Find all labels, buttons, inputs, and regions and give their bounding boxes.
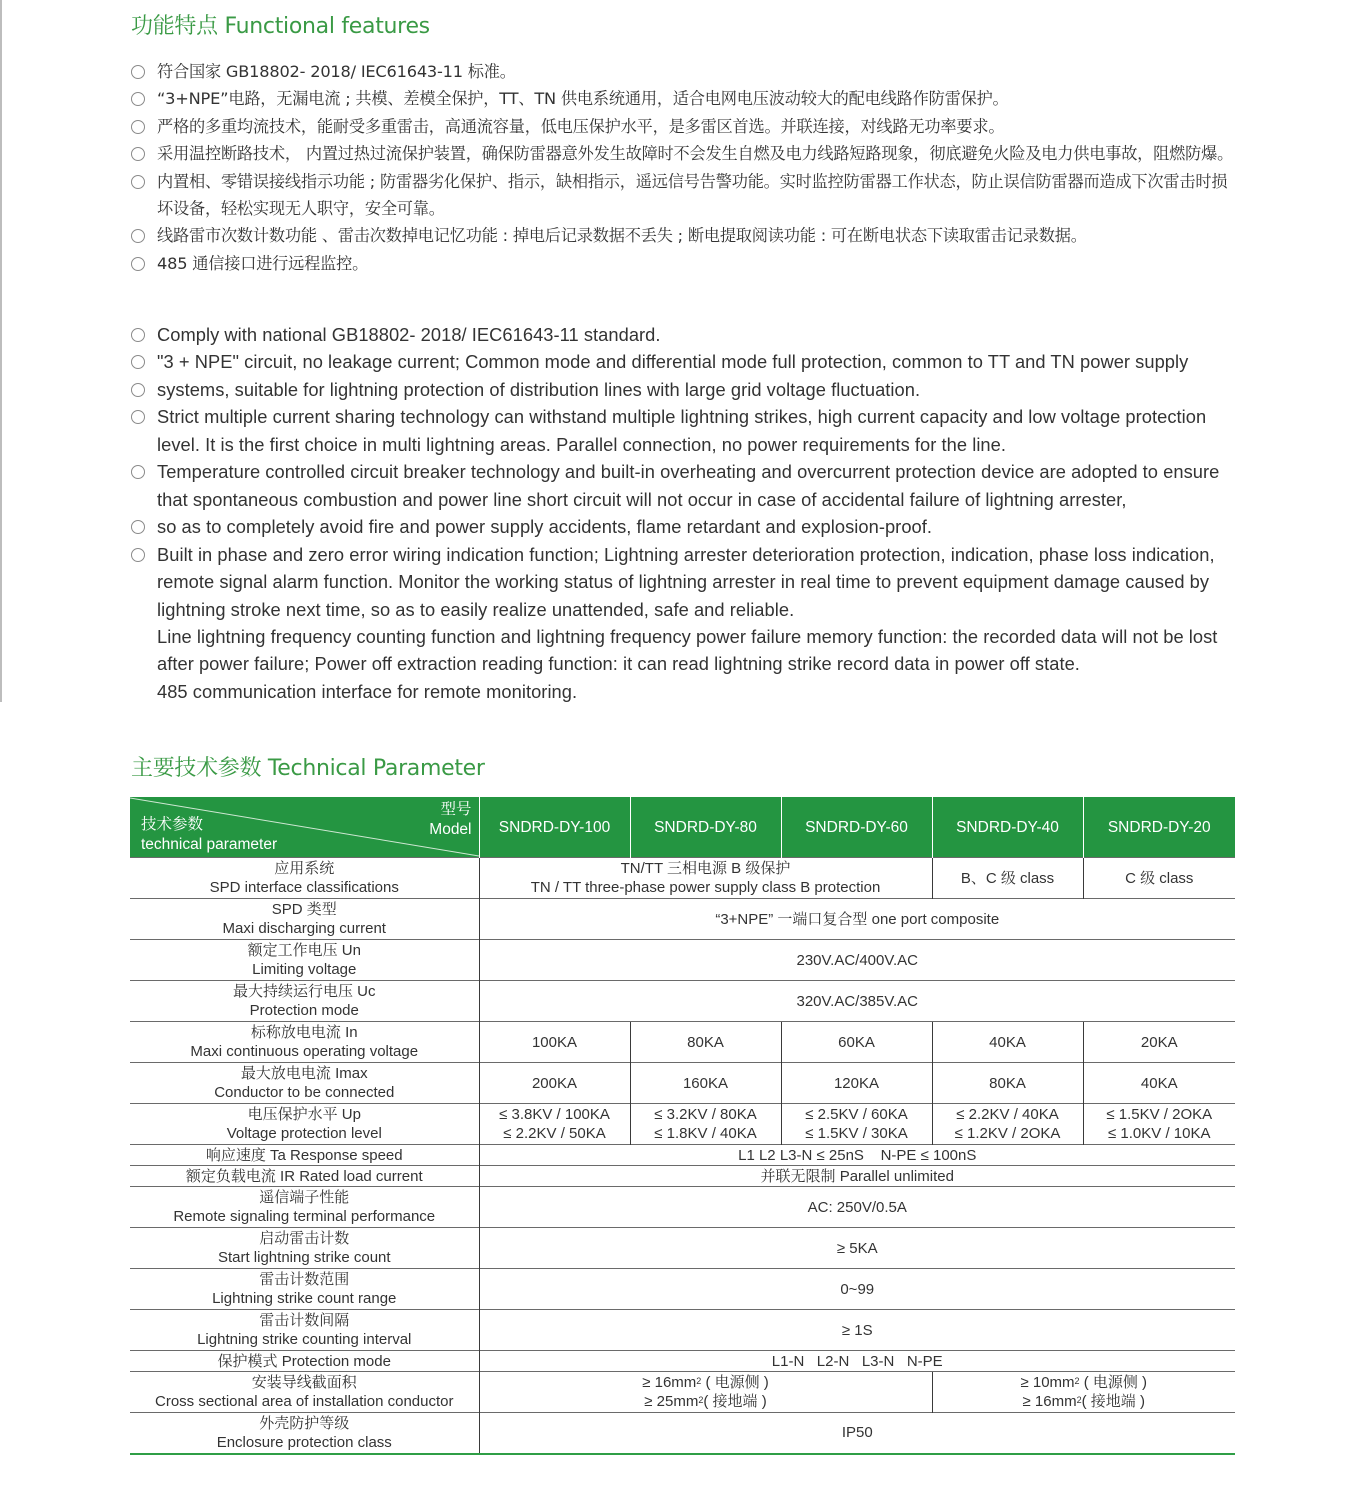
param-value-cell: 100KA	[479, 1022, 630, 1063]
value-text: ≥ 25mm	[644, 1393, 699, 1410]
param-value-cell: L1-N L2-N L3-N N-PE	[479, 1351, 1235, 1372]
param-label-cell	[130, 940, 479, 981]
param-label-cn: 电压保护水平 Up	[247, 1106, 361, 1123]
param-value-cell: 120KA	[781, 1063, 932, 1104]
circle-bullet-icon	[131, 520, 145, 534]
param-value-line	[480, 1373, 932, 1392]
param-value-cell: IP50	[479, 1413, 1235, 1454]
functional-features-title: 功能特点 Functional features	[131, 14, 430, 39]
feature-item-cn	[131, 113, 1237, 140]
param-value-en: TN / TT three-phase power supply class B protection	[530, 879, 881, 896]
param-value-cell	[932, 1372, 1235, 1413]
param-value-cell: 60KA	[781, 1022, 932, 1063]
header-corner-cell	[130, 797, 479, 858]
feature-item-en	[131, 541, 1237, 623]
circle-bullet-icon	[131, 548, 145, 562]
param-value-cell: 40KA	[1083, 1063, 1235, 1104]
table-row	[130, 1413, 1235, 1454]
param-value-cell: ≥ 1S	[479, 1310, 1235, 1351]
table-row	[130, 1269, 1235, 1310]
table-row	[130, 1310, 1235, 1351]
param-value-line: ≤ 1.8KV / 40KA	[654, 1125, 757, 1142]
feature-text: 485 通信接口进行远程监控。	[157, 253, 369, 273]
param-value-cell: ≥ 5KA	[479, 1228, 1235, 1269]
param-label-cn: 最大持续运行电压 Uc	[232, 983, 376, 1000]
feature-item-en	[131, 321, 1237, 348]
feature-item-cn	[131, 250, 1237, 277]
param-label-cn: 最大放电电流 Imax	[240, 1065, 368, 1082]
param-value-cell	[781, 1104, 932, 1145]
circle-bullet-icon	[131, 465, 145, 479]
param-label-en: Conductor to be connected	[214, 1084, 395, 1101]
feature-text: “3+NPE”电路，无漏电流 ; 共模、差模全保护，TT、TN 供电系统通用，适合电网电压波动较大的配电线路作防雷保护。	[157, 89, 1009, 109]
param-value-cn: TN/TT 三相电源 B 级保护	[620, 860, 791, 877]
feature-text: so as to completely avoid fire and power supply accidents, flame retardant and explosion-proof.	[157, 516, 933, 538]
page-left-border	[0, 0, 2, 702]
param-label-cell	[130, 1228, 479, 1269]
param-value-cell: L1 L2 L3-N ≤ 25nS N-PE ≤ 100nS	[479, 1145, 1235, 1166]
param-value-cell: 200KA	[479, 1063, 630, 1104]
feature-text: 内置相、零错误接线指示功能 ; 防雷器劣化保护、指示，缺相指示，遥远信号告警功能。实时监控防雷器工作状态，防止误信防雷器而造成下次雷击时损坏设备，轻松实现无人职守，安全可靠。	[157, 171, 1228, 219]
param-value-cell	[479, 1372, 932, 1413]
model-header-cell: SNDRD-DY-80	[630, 797, 781, 858]
param-label-cn: 标称放电电流 In	[250, 1024, 358, 1041]
feature-text: 采用温控断路技术， 内置过热过流保护装置，确保防雷器意外发生故障时不会发生自燃及电力线路短路现象，彻底避免火险及电力供电事故，阻燃防爆。	[157, 144, 1234, 164]
param-label-cell: 额定负载电流 IR Rated load current	[130, 1166, 479, 1187]
header-model-en: Model	[429, 821, 472, 838]
circle-bullet-icon	[131, 65, 145, 79]
feature-text: Line lightning frequency counting function and lightning frequency power failure memory function: the recorded data will not be lost after power failure; Power off extraction reading function: it can read lightning strike record data in power off state.	[157, 625, 1218, 675]
param-label-en: Voltage protection level	[226, 1125, 382, 1142]
param-label-en: Cross sectional area of installation conductor	[155, 1393, 454, 1410]
param-value-cell: 230V.AC/400V.AC	[479, 940, 1235, 981]
circle-bullet-icon	[131, 257, 145, 271]
value-text: ≥ 10mm	[1020, 1374, 1075, 1391]
param-value-cell: AC: 250V/0.5A	[479, 1187, 1235, 1228]
param-label-en: Lightning strike counting interval	[197, 1331, 412, 1348]
param-value-cell	[630, 1104, 781, 1145]
param-value-cell: 80KA	[630, 1022, 781, 1063]
param-label-cell	[130, 981, 479, 1022]
table-row	[130, 1104, 1235, 1145]
param-value-cell	[1083, 1104, 1235, 1145]
param-label-en: Start lightning strike count	[217, 1249, 391, 1266]
technical-parameter-title: 主要技术参数 Technical Parameter	[131, 756, 485, 781]
circle-bullet-icon	[131, 92, 145, 106]
param-value-cell: 并联无限制 Parallel unlimited	[479, 1166, 1235, 1187]
value-text: ≥ 16mm	[1022, 1393, 1077, 1410]
header-param-label	[141, 815, 277, 855]
param-value-cell: 320V.AC/385V.AC	[479, 981, 1235, 1022]
table-row	[130, 1022, 1235, 1063]
param-label-en: SPD interface classifications	[209, 879, 399, 896]
feature-text: systems, suitable for lightning protection of distribution lines with large grid voltage fluctuation.	[157, 378, 921, 400]
feature-item-en	[131, 458, 1237, 513]
header-param-cn: 技术参数	[141, 816, 204, 833]
circle-bullet-icon	[131, 147, 145, 161]
param-value-cell: “3+NPE” 一端口复合型 one port composite	[479, 899, 1235, 940]
param-label-cn: 启动雷击计数	[259, 1230, 350, 1247]
circle-bullet-icon	[131, 120, 145, 134]
param-label-cell	[130, 1372, 479, 1413]
superscript: 2	[1074, 1376, 1080, 1386]
param-label-cell	[130, 1269, 479, 1310]
param-label-en: Enclosure protection class	[216, 1433, 392, 1451]
param-label-cell	[130, 1104, 479, 1145]
feature-text: Strict multiple current sharing technology can withstand multiple lightning strikes, high current capacity and low voltage protection level. It is the first choice in multi lightning areas. Parallel connection, no power requirements for the line.	[157, 406, 1207, 455]
param-label-cell	[130, 1022, 479, 1063]
feature-item-en	[131, 678, 1237, 705]
table-row	[130, 858, 1235, 899]
param-label-cn: 外壳防护等级	[259, 1414, 350, 1432]
table-row	[130, 1145, 1235, 1166]
param-value-cell: 40KA	[932, 1022, 1083, 1063]
param-value-line	[933, 1373, 1236, 1392]
param-label-cell	[130, 858, 479, 899]
table-row	[130, 940, 1235, 981]
model-header-cell: SNDRD-DY-20	[1083, 797, 1235, 858]
circle-bullet-icon	[131, 175, 145, 189]
feature-text: Temperature controlled circuit breaker technology and built-in overheating and overcurrent protection device are adopted to ensure that spontaneous combustion and power line short circuit will not occur in case of accidental failure of lightning arrester,	[157, 461, 1220, 510]
feature-item-cn	[131, 168, 1237, 223]
circle-bullet-icon	[131, 229, 145, 243]
header-model-cn: 型号	[440, 801, 472, 818]
feature-text: "3 + NPE" circuit, no leakage current; Common mode and differential mode full protection, common to TT and TN power supply	[157, 351, 1189, 373]
param-label-en: Maxi continuous operating voltage	[190, 1043, 419, 1060]
table-row	[130, 1351, 1235, 1372]
param-label-en: Limiting voltage	[252, 961, 357, 978]
table-header-row	[130, 797, 1235, 858]
param-label-cell	[130, 1310, 479, 1351]
param-value-cell	[479, 858, 932, 899]
param-label-cn: 雷击计数范围	[259, 1271, 350, 1288]
value-text: ( 接地端 )	[703, 1393, 767, 1410]
value-text: ≥ 16mm	[642, 1374, 697, 1391]
feature-text: 485 communication interface for remote monitoring.	[157, 680, 578, 702]
param-label-cell	[130, 899, 479, 940]
feature-item-cn	[131, 222, 1237, 249]
features-list-english	[131, 321, 1237, 705]
feature-item-en	[131, 348, 1237, 375]
header-model-label	[429, 800, 471, 840]
feature-item-cn	[131, 140, 1237, 167]
param-value-line: ≤ 1.5KV / 2OKA	[1106, 1106, 1213, 1123]
param-value-line: ≤ 2.5KV / 60KA	[805, 1106, 908, 1123]
circle-bullet-icon	[131, 410, 145, 424]
table-row	[130, 1228, 1235, 1269]
param-label-en: Protection mode	[249, 1002, 359, 1019]
table-row	[130, 1166, 1235, 1187]
param-label-en: Maxi discharging current	[222, 920, 386, 937]
param-value-cell: 20KA	[1083, 1022, 1235, 1063]
param-value-line: ≤ 2.2KV / 40KA	[956, 1106, 1059, 1123]
features-list-chinese	[131, 58, 1237, 277]
feature-text: 符合国家 GB18802- 2018/ IEC61643-11 标准。	[157, 62, 516, 81]
superscript: 2	[696, 1376, 702, 1386]
model-header-cell: SNDRD-DY-40	[932, 797, 1083, 858]
header-param-en: technical parameter	[141, 836, 278, 853]
circle-bullet-icon	[131, 328, 145, 342]
param-label-cn: SPD 类型	[271, 901, 337, 918]
technical-parameter-table	[130, 797, 1235, 1455]
param-value-line: ≤ 3.8KV / 100KA	[499, 1106, 610, 1123]
feature-item-en	[131, 623, 1237, 678]
param-value-cell: C 级 class	[1083, 858, 1235, 899]
circle-bullet-icon	[131, 383, 145, 397]
param-label-cn: 额定工作电压 Un	[247, 942, 361, 959]
feature-item-en	[131, 376, 1237, 403]
table-row	[130, 1187, 1235, 1228]
feature-text: 线路雷市次数计数功能 、雷击次数掉电记忆功能 : 掉电后记录数据不丢失 ; 断电提取阅读功能 : 可在断电状态下读取雷击记录数据。	[157, 226, 1087, 246]
param-value-cell: B、C 级 class	[932, 858, 1083, 899]
feature-item-en	[131, 403, 1237, 458]
param-label-cn: 安装导线截面积	[251, 1374, 357, 1391]
feature-text: Comply with national GB18802- 2018/ IEC61643-11 standard.	[157, 324, 661, 345]
feature-item-cn	[131, 58, 1237, 85]
table-row	[130, 1063, 1235, 1104]
table-row	[130, 1372, 1235, 1413]
param-label-cell: 保护模式 Protection mode	[130, 1351, 479, 1372]
param-value-cell	[479, 1104, 630, 1145]
circle-bullet-icon	[131, 355, 145, 369]
param-label-en: Lightning strike count range	[212, 1290, 397, 1307]
param-value-line: ≤ 1.2KV / 2OKA	[954, 1125, 1061, 1142]
param-value-line	[480, 1392, 932, 1411]
param-label-cn: 遥信端子性能	[259, 1189, 350, 1206]
param-label-cell	[130, 1187, 479, 1228]
param-value-cell: 80KA	[932, 1063, 1083, 1104]
param-value-line	[933, 1392, 1236, 1411]
model-header-cell: SNDRD-DY-60	[781, 797, 932, 858]
param-label-cell: 响应速度 Ta Response speed	[130, 1145, 479, 1166]
param-value-cell: 160KA	[630, 1063, 781, 1104]
model-header-cell: SNDRD-DY-100	[479, 797, 630, 858]
param-label-cell	[130, 1413, 479, 1454]
param-value-cell	[932, 1104, 1083, 1145]
param-label-cell	[130, 1063, 479, 1104]
table-row	[130, 899, 1235, 940]
value-text: ( 电源侧 )	[1079, 1374, 1148, 1391]
feature-text: 严格的多重均流技术，能耐受多重雷击，高通流容量，低电压保护水平，是多雷区首选。并联连接，对线路无功率要求。	[157, 116, 1005, 136]
feature-text: Built in phase and zero error wiring indication function; Lightning arrester deterioration protection, indication, phase loss indication, remote signal alarm function. Monitor the working status of lightning arrester in real time to prevent equipment damage caused by lightning stroke next time, so as to easily realize unattended, safe and reliable.	[157, 543, 1215, 620]
feature-item-cn	[131, 85, 1237, 112]
param-value-line: ≤ 1.0KV / 10KA	[1108, 1125, 1211, 1142]
param-value-line: ≤ 1.5KV / 30KA	[805, 1125, 908, 1142]
superscript: 2	[1076, 1395, 1082, 1405]
param-label-cn: 应用系统	[274, 860, 335, 877]
value-text: ( 电源侧 )	[701, 1374, 769, 1391]
superscript: 2	[698, 1395, 704, 1405]
param-value-line: ≤ 3.2KV / 80KA	[654, 1106, 757, 1123]
table-row	[130, 981, 1235, 1022]
param-value-cell: 0~99	[479, 1269, 1235, 1310]
param-label-en: Remote signaling terminal performance	[173, 1208, 436, 1225]
param-label-cn: 雷击计数间隔	[259, 1312, 350, 1329]
param-value-line: ≤ 2.2KV / 50KA	[503, 1125, 606, 1142]
feature-item-en	[131, 513, 1237, 540]
value-text: ( 接地端 )	[1081, 1393, 1145, 1410]
